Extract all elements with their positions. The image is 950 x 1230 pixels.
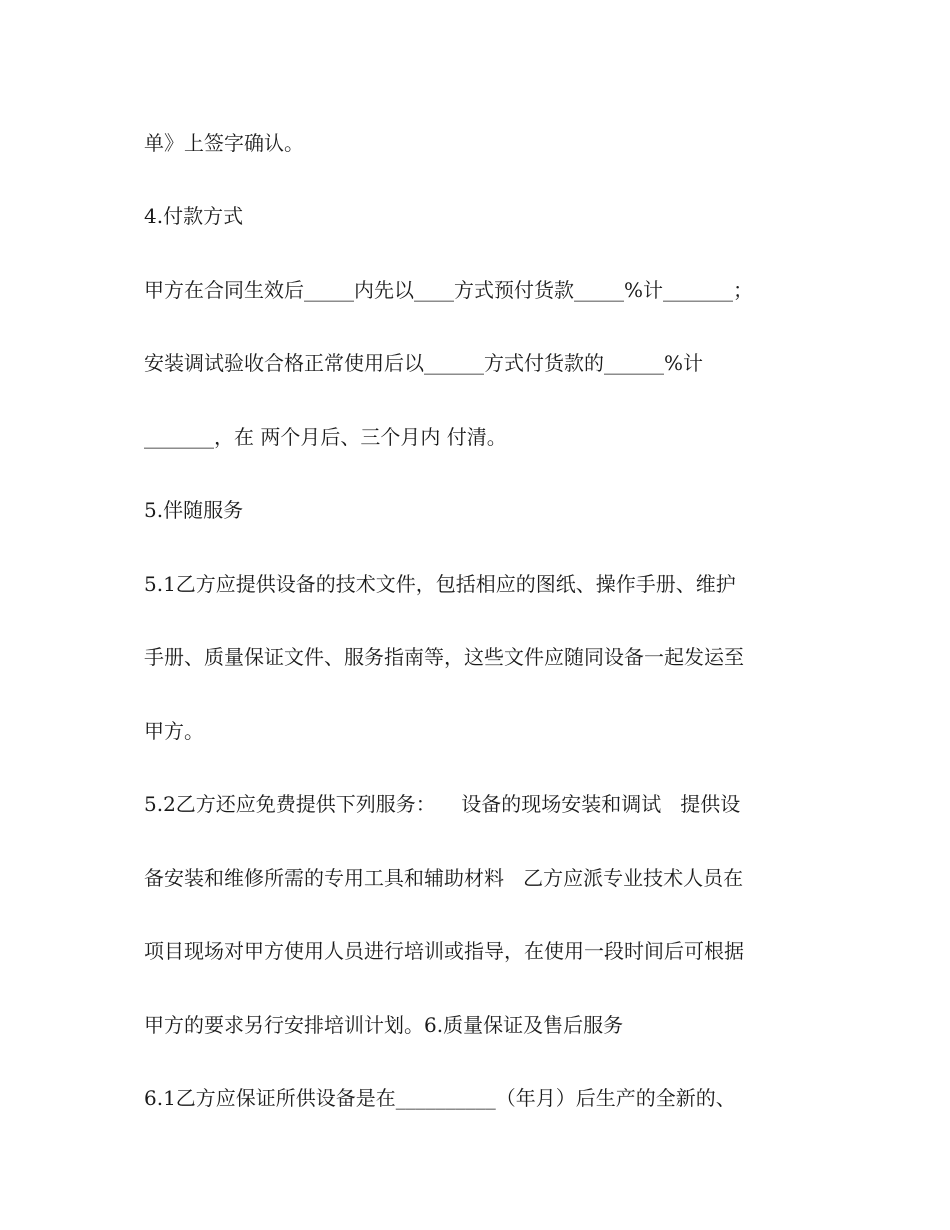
text-line: 甲方的要求另行安排培训计划。6.质量保证及售后服务 <box>144 1013 624 1037</box>
section-heading-services: 5.伴随服务 <box>144 498 244 522</box>
text-line: _______，在 两个月后、三个月内 付清。 <box>144 425 507 449</box>
text-line: 5.1乙方应提供设备的技术文件，包括相应的图纸、操作手册、维护 <box>144 572 736 596</box>
text-line: 安装调试验收合格正常使用后以______方式付货款的______%计 <box>144 351 704 375</box>
text-line: 备安装和维修所需的专用工具和辅助材料 乙方应派专业技术人员在 <box>144 866 744 890</box>
text-line: 手册、质量保证文件、服务指南等，这些文件应随同设备一起发运至 <box>144 645 744 669</box>
text-line: 项目现场对甲方使用人员进行培训或指导，在使用一段时间后可根据 <box>144 939 744 963</box>
section-heading-payment: 4.付款方式 <box>144 204 244 228</box>
text-line: 甲方在合同生效后_____内先以____方式预付货款_____%计_______； <box>144 278 754 302</box>
text-line: 5.2乙方还应免费提供下列服务： 设备的现场安装和调试 提供设 <box>144 792 741 816</box>
text-line: 6.1乙方应保证所供设备是在__________（年月）后生产的全新的、 <box>144 1086 736 1110</box>
text-line: 甲方。 <box>144 719 204 743</box>
text-line: 单》上签字确认。 <box>144 131 304 155</box>
